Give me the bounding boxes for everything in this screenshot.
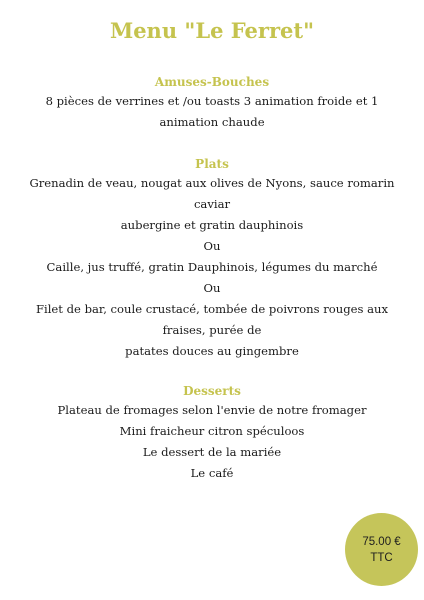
section-amuses-bouches — [0, 73, 424, 133]
section-desserts — [0, 382, 424, 484]
menu-line: fraises, purée de — [162, 323, 262, 337]
price-badge — [345, 513, 418, 586]
section-heading: Amuses-Bouches — [154, 75, 270, 89]
menu-line: Plateau de fromages selon l'envie de notre fromager — [57, 403, 367, 417]
menu-title: Menu "Le Ferret" — [109, 18, 315, 43]
menu-line: aubergine et gratin dauphinois — [120, 218, 304, 232]
menu-line: Mini fraicheur citron spéculoos — [119, 424, 305, 438]
menu-line: caviar — [193, 197, 231, 211]
menu-line: Grenadin de veau, nougat aux olives de Nyons, sauce romarin — [29, 176, 395, 190]
section-heading: Plats — [195, 157, 229, 171]
menu-line: Caille, jus truffé, gratin Dauphinois, légumes du marché — [46, 260, 378, 274]
price-amount: 75.00 € — [362, 535, 401, 548]
menu-line: Le café — [190, 466, 234, 480]
menu-line: Ou — [203, 239, 221, 253]
section-heading: Desserts — [183, 384, 241, 398]
section-plats — [0, 155, 424, 362]
menu-line: Ou — [203, 281, 221, 295]
price-tax-label: TTC — [370, 551, 393, 564]
menu-line: 8 pièces de verrines et /ou toasts 3 animation froide et 1 — [45, 94, 379, 108]
menu-line: Filet de bar, coule crustacé, tombée de poivrons rouges aux — [35, 302, 389, 316]
menu-line: patates douces au gingembre — [125, 344, 299, 358]
menu-line: animation chaude — [159, 115, 265, 129]
menu-line: Le dessert de la mariée — [142, 445, 282, 459]
